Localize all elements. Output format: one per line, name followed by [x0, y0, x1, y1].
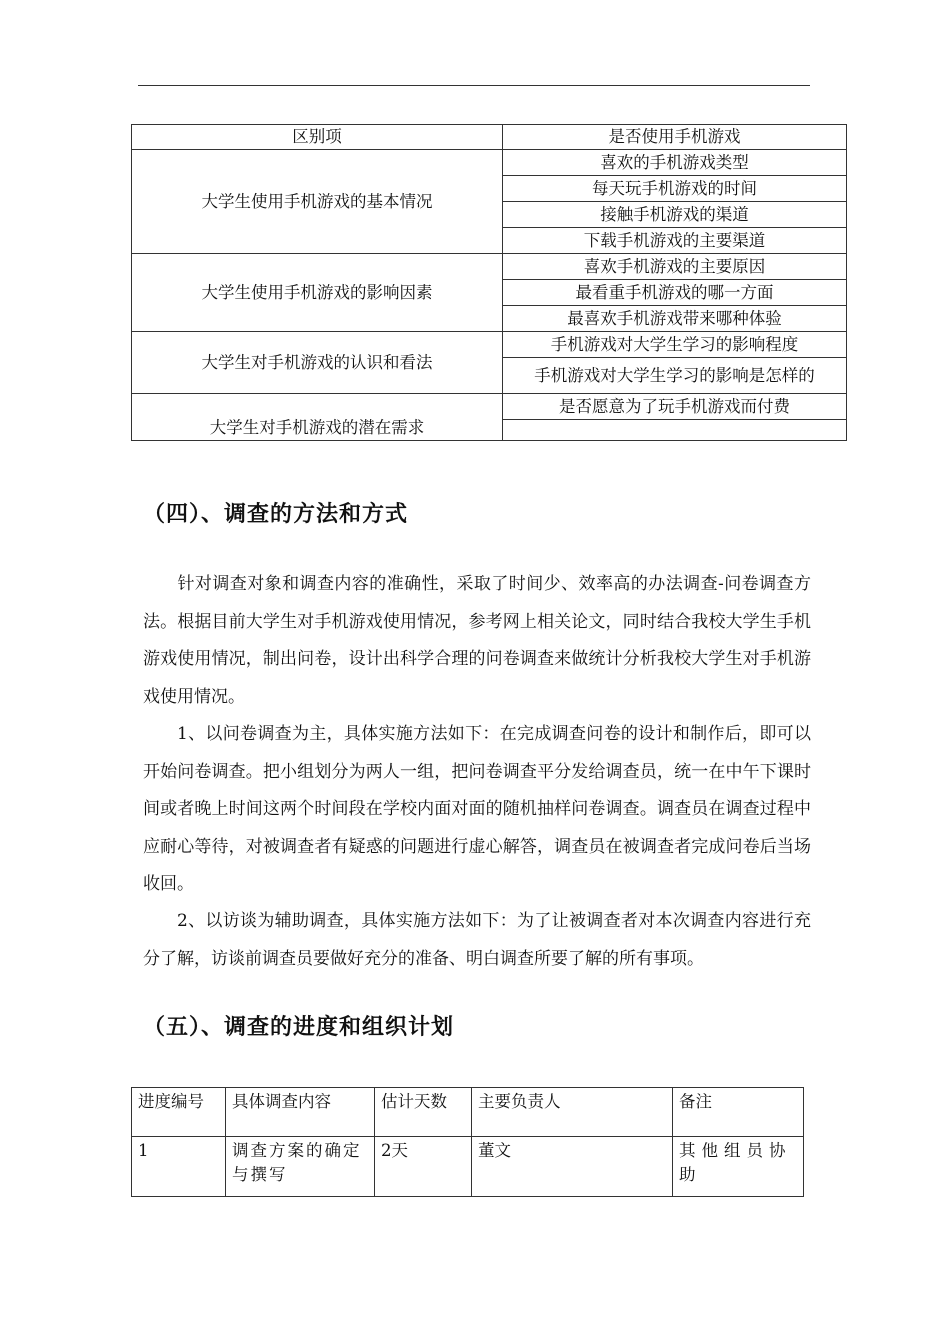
paragraph-text: 1、以问卷调查为主，具体实施方法如下：在完成调查问卷的设计和制作后，即可以开始问卷调查。把小组划分为两人一组，把问卷调查平分发给调查员，统一在中午下课时间或者晚上时间这两个时间段在学校内面对面的随机抽样问卷调查。调查员在调查过程中应耐心等待，对被调查者有疑惑的问题进行虚心解答，调查员在被调查者完成问卷后当场收回。: [143, 724, 811, 894]
header-cell: 进度编号: [132, 1088, 226, 1137]
table-row: [132, 150, 847, 176]
schedule-table: [131, 1087, 804, 1197]
header-cell: 具体调查内容: [226, 1088, 375, 1137]
section-heading-methods: （四）、调查的方法和方式: [143, 502, 409, 527]
table-row: [132, 394, 847, 420]
section-heading-schedule: （五）、调查的进度和组织计划: [143, 1015, 455, 1040]
header-cell: 估计天数: [375, 1088, 472, 1137]
header-cell: 备注: [673, 1088, 804, 1137]
table-cell: 其他组员协助: [673, 1137, 804, 1197]
table-header-row: [132, 125, 847, 150]
paragraph: [143, 716, 811, 904]
table-header-row: [132, 1088, 804, 1137]
item-cell: 最看重手机游戏的哪一方面: [503, 280, 847, 306]
table-cell: 1: [132, 1137, 226, 1197]
paragraph: [143, 566, 811, 716]
item-cell: 喜欢的手机游戏类型: [503, 150, 847, 176]
paragraph-text: 针对调查对象和调查内容的准确性，采取了时间少、效率高的办法调查-问卷调查方法。根据目前大学生对手机游戏使用情况，参考网上相关论文，同时结合我校大学生手机游戏使用情况，制出问卷，设计出科学合理的问卷调查来做统计分析我校大学生对手机游戏使用情况。: [143, 574, 811, 707]
item-cell: 下载手机游戏的主要渠道: [503, 228, 847, 254]
header-rule: [138, 85, 810, 86]
category-cell: 大学生对手机游戏的潜在需求: [132, 394, 503, 441]
paragraph: [143, 903, 811, 978]
table-row: [132, 1137, 804, 1197]
table-cell: 董文: [472, 1137, 673, 1197]
table-cell: 2天: [375, 1137, 472, 1197]
item-cell: 接触手机游戏的渠道: [503, 202, 847, 228]
paragraph-text: 2、以访谈为辅助调查，具体实施方法如下：为了让被调查者对本次调查内容进行充分了解，访谈前调查员要做好充分的准备、明白调查所要了解的所有事项。: [143, 911, 811, 969]
item-cell: 手机游戏对大学生学习的影响程度: [503, 332, 847, 358]
item-cell: 喜欢手机游戏的主要原因: [503, 254, 847, 280]
item-cell: 每天玩手机游戏的时间: [503, 176, 847, 202]
header-cell: 区别项: [132, 125, 503, 150]
survey-items-table: [131, 124, 847, 441]
item-cell: 最喜欢手机游戏带来哪种体验: [503, 306, 847, 332]
category-cell: 大学生使用手机游戏的影响因素: [132, 254, 503, 332]
item-cell: [503, 420, 847, 441]
item-cell: 手机游戏对大学生学习的影响是怎样的: [503, 358, 847, 394]
category-cell: 大学生使用手机游戏的基本情况: [132, 150, 503, 254]
header-cell: 主要负责人: [472, 1088, 673, 1137]
table-row: [132, 254, 847, 280]
item-cell: 是否愿意为了玩手机游戏而付费: [503, 394, 847, 420]
category-cell: 大学生对手机游戏的认识和看法: [132, 332, 503, 394]
table-cell: 调查方案的确定与撰写: [226, 1137, 375, 1197]
header-cell: 是否使用手机游戏: [503, 125, 847, 150]
table-row: [132, 332, 847, 358]
